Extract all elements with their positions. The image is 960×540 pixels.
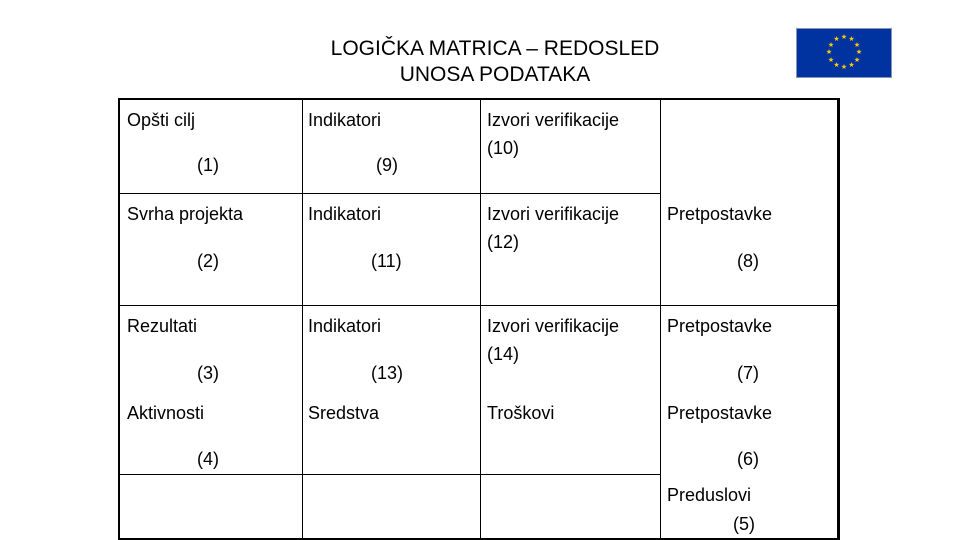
- purpose-assumptions-number: (8): [737, 251, 759, 271]
- results-label: Rezultati: [127, 316, 198, 336]
- row-divider-3: [120, 474, 660, 475]
- results-indicators-label: Indikatori: [308, 316, 382, 336]
- flag-star-icon: ★: [848, 36, 855, 43]
- flag-star-icon: ★: [827, 56, 835, 64]
- purpose-label: Svrha projekta: [127, 204, 244, 224]
- means-label: Sredstva: [308, 403, 380, 423]
- purpose-indicators-number: (11): [371, 251, 402, 271]
- results-assumptions-number: (7): [737, 363, 759, 383]
- results-sources-number: (14): [487, 344, 520, 364]
- general-goal-number: (1): [197, 155, 219, 175]
- purpose-sources-label: Izvori verifikacije: [487, 204, 620, 224]
- title-line-1: LOGIČKA MATRICA – REDOSLED: [330, 37, 660, 60]
- preconditions-label: Preduslovi: [667, 485, 752, 505]
- flag-star-icon: ★: [827, 41, 835, 49]
- costs-label: Troškovi: [487, 403, 555, 423]
- eu-flag-icon: [796, 28, 892, 78]
- col-divider-3: [660, 98, 661, 540]
- preconditions-number: (5): [733, 514, 755, 534]
- flag-star-icon: ★: [833, 61, 840, 69]
- flag-star-icon: ★: [840, 64, 848, 71]
- flag-star-icon: ★: [825, 49, 833, 56]
- purpose-indicators-label: Indikatori: [308, 204, 382, 224]
- title-line-2: UNOSA PODATAKA: [399, 63, 591, 86]
- flag-star-icon: ★: [853, 41, 861, 49]
- activities-assumptions-label: Pretpostavke: [667, 403, 773, 423]
- row-divider-1: [120, 193, 660, 194]
- purpose-assumptions-label: Pretpostavke: [667, 204, 773, 224]
- activities-assumptions-number: (6): [737, 449, 759, 469]
- purpose-number: (2): [197, 251, 219, 271]
- col-divider-2: [480, 98, 481, 540]
- results-assumptions-label: Pretpostavke: [667, 316, 773, 336]
- results-number: (3): [197, 363, 219, 383]
- general-goal-label: Opšti cilj: [127, 110, 196, 130]
- flag-star-icon: ★: [848, 61, 855, 69]
- goal-sources-label: Izvori verifikacije: [487, 110, 620, 130]
- page-title: [250, 36, 740, 88]
- flag-star-icon: ★: [833, 36, 840, 43]
- activities-label: Aktivnosti: [127, 403, 205, 423]
- goal-sources-number: (10): [487, 138, 520, 158]
- results-sources-label: Izvori verifikacije: [487, 316, 620, 336]
- goal-indicators-label: Indikatori: [308, 110, 382, 130]
- purpose-sources-number: (12): [487, 232, 520, 252]
- flag-star-icon: ★: [855, 49, 863, 56]
- activities-number: (4): [197, 449, 219, 469]
- flag-star-icon: ★: [840, 34, 848, 41]
- goal-indicators-number: (9): [376, 155, 398, 175]
- results-indicators-number: (13): [371, 363, 404, 383]
- col-divider-1: [302, 98, 303, 540]
- flag-star-icon: ★: [853, 56, 861, 64]
